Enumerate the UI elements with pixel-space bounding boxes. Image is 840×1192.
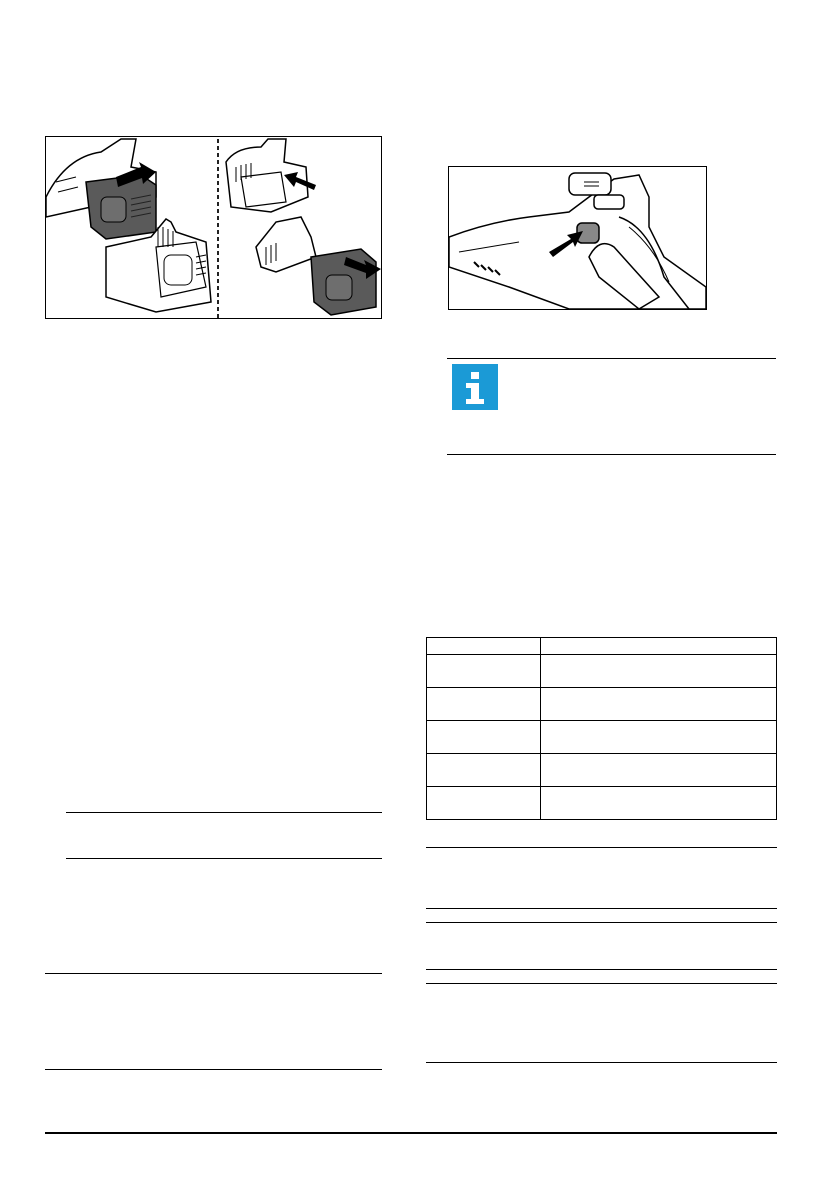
table-cell xyxy=(427,721,541,754)
info-notice-bottom-rule xyxy=(447,454,776,455)
right-section-rule-6 xyxy=(426,1062,777,1063)
table-cell xyxy=(427,787,541,820)
trigger-button-figure xyxy=(448,166,707,310)
right-section-rule-3 xyxy=(426,922,777,923)
right-section-rule-2 xyxy=(426,908,777,909)
left-note-top-rule xyxy=(66,812,382,813)
right-section-rule-4 xyxy=(426,969,777,970)
battery-install-illustration xyxy=(46,137,381,318)
table-header-row xyxy=(427,638,777,655)
table-cell xyxy=(427,688,541,721)
table-row xyxy=(427,787,777,820)
left-note-bottom-rule xyxy=(66,858,382,859)
table-row xyxy=(427,655,777,688)
table-cell xyxy=(427,655,541,688)
left-section-rule-1 xyxy=(45,973,382,974)
table-cell xyxy=(541,655,777,688)
left-section-rule-2 xyxy=(45,1069,382,1070)
table-cell xyxy=(541,787,777,820)
footer-rule xyxy=(45,1132,777,1134)
table-cell xyxy=(427,754,541,787)
spec-table xyxy=(426,637,777,820)
table-row xyxy=(427,721,777,754)
trigger-button-illustration xyxy=(449,167,706,309)
info-icon xyxy=(452,364,498,410)
table-cell xyxy=(427,638,541,655)
table-row xyxy=(427,688,777,721)
info-notice-top-rule xyxy=(447,358,776,359)
table-cell xyxy=(541,688,777,721)
battery-install-figure xyxy=(45,136,382,319)
table-row xyxy=(427,754,777,787)
right-section-rule-1 xyxy=(426,847,777,848)
table-cell xyxy=(541,721,777,754)
table-cell xyxy=(541,638,777,655)
table-cell xyxy=(541,754,777,787)
right-section-rule-5 xyxy=(426,983,777,984)
